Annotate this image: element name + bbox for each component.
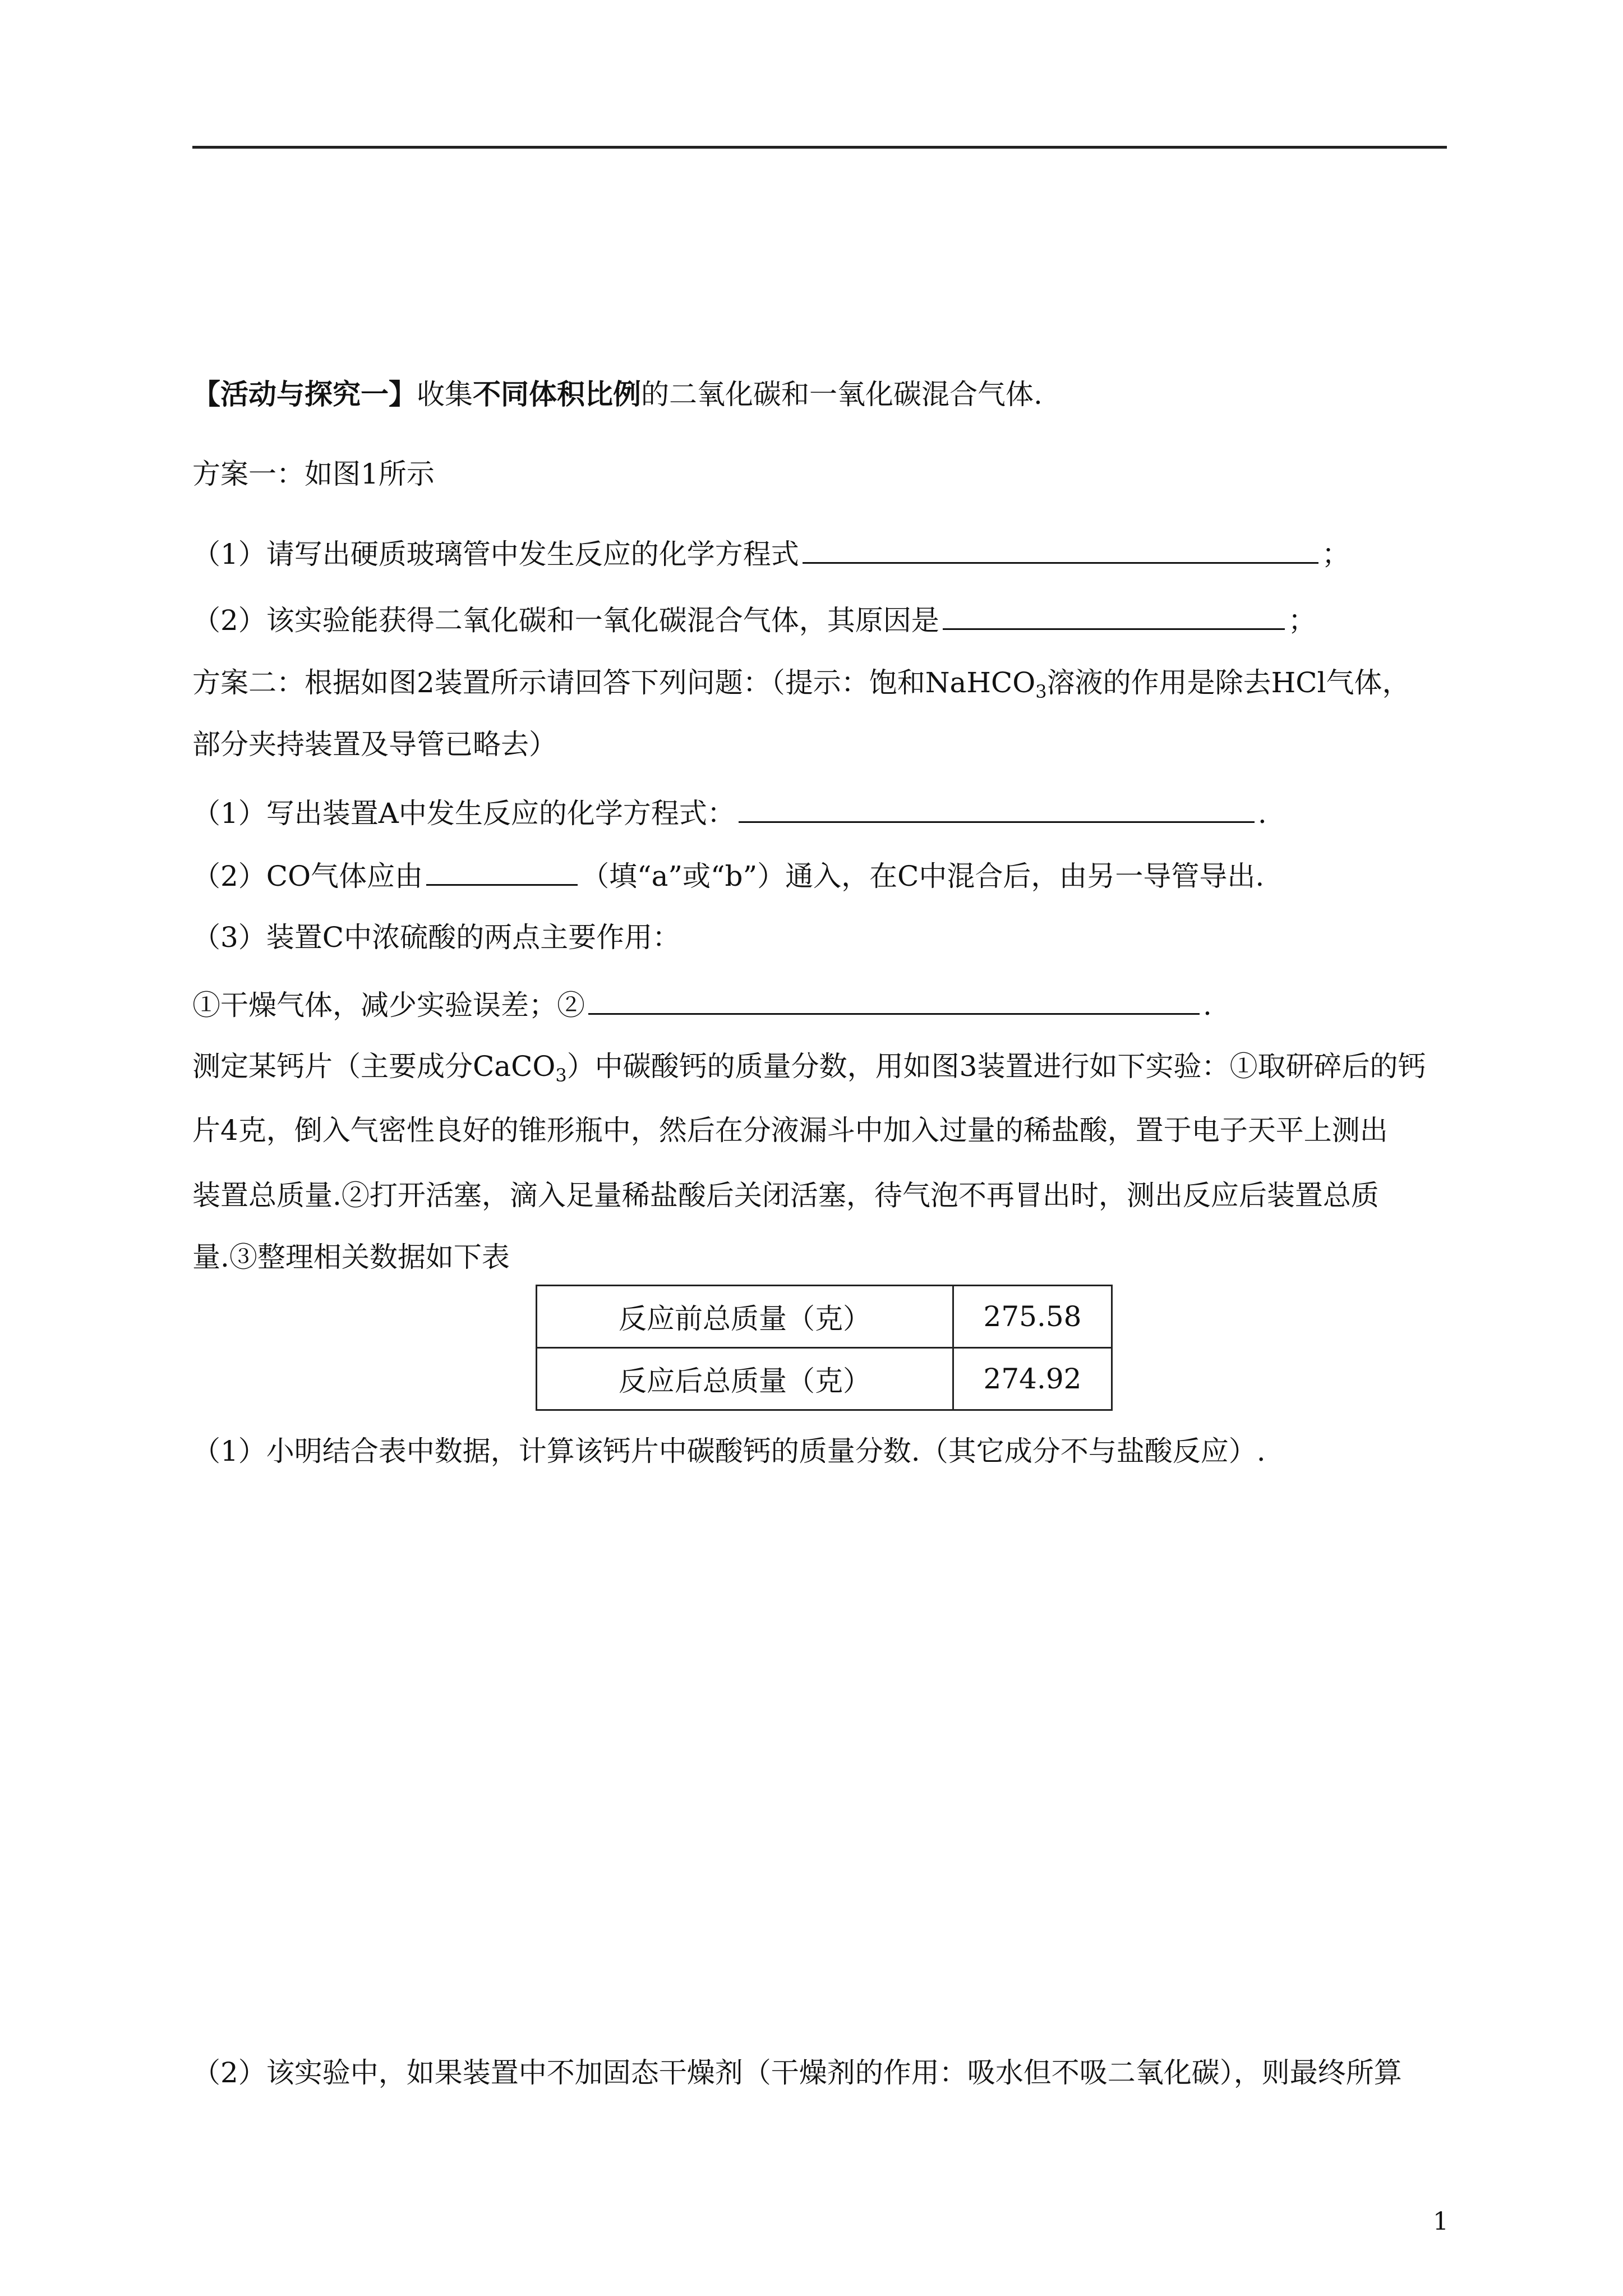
plan2-q2-after: （填“a”或“b”）通入，在C中混合后，由另一导管导出.	[581, 860, 1265, 892]
plan1-q2-answer-blank[interactable]	[943, 598, 1285, 630]
plan1-q2-text: （2）该实验能获得二氧化碳和一氧化碳混合气体，其原因是	[192, 604, 939, 637]
plan1-question-1	[192, 532, 1350, 574]
activity-lead: 收集	[417, 378, 473, 411]
activity-bold-phrase: 不同体积比例	[473, 378, 641, 411]
plan2-heading-line2: 部分夹持装置及导管已略去）	[192, 728, 557, 761]
page-number: 1	[1433, 2207, 1449, 2236]
plan2-q3-answer-end: .	[1203, 989, 1212, 1022]
question-2: （2）该实验中，如果装置中不加固态干燥剂（干燥剂的作用：吸水但不吸二氧化碳），则最终所算	[192, 2056, 1402, 2089]
plan2-heading-part1: 方案二：根据如图2装置所示请回答下列问题：（提示：饱和NaHCO	[192, 666, 1036, 699]
table-row	[537, 1348, 1112, 1410]
calcium-line-2: 片4克，倒入气密性良好的锥形瓶中，然后在分液漏斗中加入过量的稀盐酸，置于电子天平上测出	[192, 1114, 1388, 1147]
plan2-heading-part2: 溶液的作用是除去HCl气体，	[1046, 666, 1410, 699]
calcium-line-4: 量.③整理相关数据如下表	[192, 1241, 510, 1273]
plan1-heading: 方案一：如图1所示	[192, 458, 435, 490]
calcium-line1-part2: ）中碳酸钙的质量分数，用如图3装置进行如下实验：①取研碎后的钙	[566, 1050, 1426, 1083]
plan2-q3-answer-blank[interactable]	[588, 983, 1200, 1015]
table-cell-value: 275.58	[953, 1286, 1112, 1348]
plan2-q2-before: （2）CO气体应由	[192, 860, 423, 892]
question-1: （1）小明结合表中数据，计算该钙片中碳酸钙的质量分数.（其它成分不与盐酸反应）.	[192, 1435, 1266, 1467]
plan1-q1-text: （1）请写出硬质玻璃管中发生反应的化学方程式	[192, 538, 799, 570]
mass-data-table	[536, 1285, 1113, 1411]
plan2-heading	[192, 663, 1410, 702]
calcium-line1-part1: 测定某钙片（主要成分CaCO	[192, 1050, 556, 1083]
plan2-question-3: （3）装置C中浓硫酸的两点主要作用：	[192, 921, 681, 954]
plan2-q1-end: .	[1257, 797, 1267, 830]
table-cell-label: 反应前总质量（克）	[537, 1286, 953, 1348]
plan1-question-2	[192, 598, 1316, 640]
calcium-line-1	[192, 1047, 1426, 1086]
plan2-question-1	[192, 791, 1267, 833]
plan2-q3-answer-text: ①干燥气体，减少实验误差；②	[192, 989, 585, 1022]
table-row	[537, 1286, 1112, 1348]
calcium-line1-sub: 3	[555, 1065, 567, 1086]
activity-bracket-title: 【活动与探究一】	[192, 378, 417, 411]
table-cell-label: 反应后总质量（克）	[537, 1348, 953, 1410]
plan2-q2-answer-blank[interactable]	[426, 854, 578, 886]
header-rule	[192, 146, 1447, 149]
calcium-line-3: 装置总质量.②打开活塞，滴入足量稀盐酸后关闭活塞，待气泡不再冒出时，测出反应后装置总质	[192, 1179, 1379, 1212]
activity-tail: 的二氧化碳和一氧化碳混合气体.	[641, 378, 1043, 411]
plan1-q1-end: ；	[1321, 538, 1350, 570]
plan2-q1-answer-blank[interactable]	[739, 791, 1255, 823]
plan1-q2-end: ；	[1288, 604, 1316, 637]
plan2-heading-sub: 3	[1035, 681, 1047, 702]
plan2-question-2	[192, 854, 1264, 896]
plan2-question-3-answer	[192, 983, 1212, 1025]
plan1-q1-answer-blank[interactable]	[803, 532, 1318, 564]
table-cell-value: 274.92	[953, 1348, 1112, 1410]
activity-title	[192, 375, 1043, 414]
plan2-q1-text: （1）写出装置A中发生反应的化学方程式：	[192, 797, 735, 830]
